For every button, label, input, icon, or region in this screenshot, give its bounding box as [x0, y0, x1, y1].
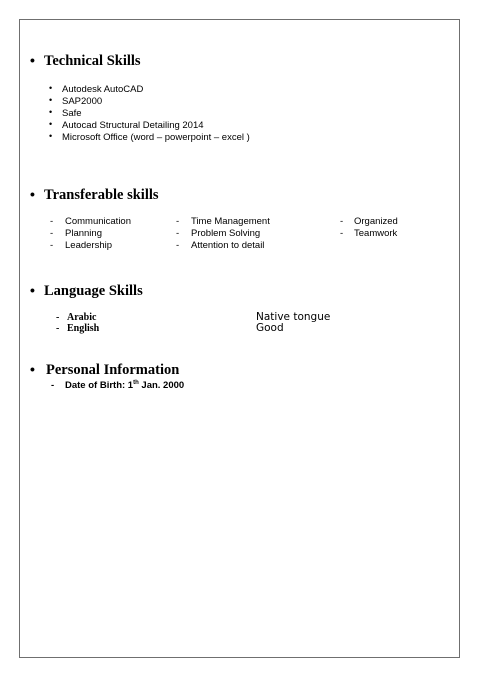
- section-bullet: •: [30, 282, 35, 298]
- skill-item: Attention to detail: [191, 240, 265, 251]
- technical-skills-heading: Technical Skills: [44, 53, 141, 69]
- skill-item: Autodesk AutoCAD: [62, 84, 144, 95]
- list-dash: -: [51, 380, 55, 391]
- skill-item: SAP2000: [62, 96, 103, 107]
- transferable-skills-heading: Transferable skills: [44, 187, 159, 203]
- section-bullet: •: [30, 186, 35, 202]
- section-bullet: •: [30, 52, 35, 68]
- language-name: Arabic: [67, 312, 97, 323]
- list-dash: -: [56, 323, 60, 334]
- list-dash: -: [176, 216, 180, 227]
- skill-item: Communication: [65, 216, 131, 227]
- language-skills-heading: Language Skills: [44, 283, 143, 299]
- skill-item: Planning: [65, 228, 102, 239]
- skill-item: Teamwork: [354, 228, 398, 239]
- skill-item: Organized: [354, 216, 398, 227]
- language-name: English: [67, 323, 100, 334]
- dob-label: Date of Birth: 1: [65, 380, 134, 391]
- list-dash: -: [50, 228, 54, 239]
- dob-ordinal: th: [133, 379, 139, 386]
- list-dash: -: [56, 312, 60, 323]
- skill-item: Autocad Structural Detailing 2014: [62, 120, 204, 131]
- skill-item: Problem Solving: [191, 228, 261, 239]
- list-dash: -: [340, 216, 344, 227]
- list-dash: -: [340, 228, 344, 239]
- language-level: Native tongue: [256, 311, 331, 323]
- skill-item: Safe: [62, 108, 82, 119]
- language-level: Good: [256, 322, 284, 334]
- date-of-birth: [65, 380, 184, 391]
- list-bullet: •: [49, 119, 53, 129]
- skill-item: Microsoft Office (word – powerpoint – excel ): [62, 132, 250, 143]
- list-bullet: •: [49, 131, 53, 141]
- page-border: [19, 19, 460, 658]
- skill-item: Leadership: [65, 240, 113, 251]
- skill-item: Time Management: [191, 216, 270, 227]
- section-bullet: •: [30, 361, 35, 377]
- list-bullet: •: [49, 83, 53, 93]
- list-bullet: •: [49, 95, 53, 105]
- dob-rest: Jan. 2000: [138, 380, 185, 391]
- list-dash: -: [176, 228, 180, 239]
- list-dash: -: [50, 216, 54, 227]
- list-dash: -: [50, 240, 54, 251]
- list-dash: -: [176, 240, 180, 251]
- personal-information-heading: Personal Information: [46, 362, 180, 378]
- list-bullet: •: [49, 107, 53, 117]
